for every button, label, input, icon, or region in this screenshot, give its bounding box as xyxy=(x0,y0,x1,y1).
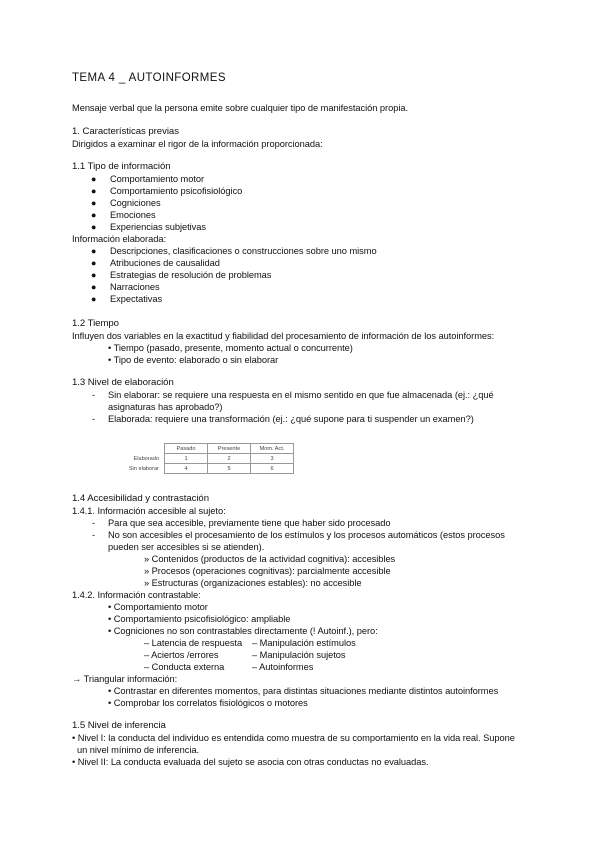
section-1-2-heading: 1.2 Tiempo xyxy=(72,318,119,329)
list-item: » Procesos (operaciones cognitivas): parcialmente accesible xyxy=(144,566,391,576)
list-item-continuation: asignaturas has aprobado?) xyxy=(108,402,223,412)
table-row-label: Elaborado xyxy=(133,455,159,462)
list-item: Comportamiento psicofisiológico xyxy=(110,186,243,196)
table-header: Mom. Act. xyxy=(251,444,294,454)
bullet-icon: ● xyxy=(91,282,97,292)
bullet-icon: ● xyxy=(91,246,97,256)
list-item: Experiencias subjetivas xyxy=(110,222,207,232)
list-item: Sin elaborar: se requiere una respuesta en el mismo sentido en que fue almacenada (ej.: ¿qué xyxy=(108,390,494,400)
list-item: • Nivel I: la conducta del individuo es entendida como muestra de su comportamiento en la vida real. Supone xyxy=(72,733,515,743)
table-header: Presente xyxy=(208,444,251,454)
subsection-1-4-2-heading: 1.4.2. Información contrastable: xyxy=(72,590,201,600)
list-item: – Manipulación sujetos xyxy=(252,650,346,660)
bullet-icon: ● xyxy=(91,210,97,220)
subsection-1-4-1-heading: 1.4.1. Información accesible al sujeto: xyxy=(72,506,226,516)
list-item: • Tipo de evento: elaborado o sin elaborar xyxy=(108,355,279,365)
list-item: Descripciones, clasificaciones o construcciones sobre uno mismo xyxy=(110,246,377,256)
dash-icon: - xyxy=(92,530,96,540)
list-item: » Estructuras (organizaciones estables): no accesible xyxy=(144,578,362,588)
bullet-icon: ● xyxy=(91,186,97,196)
list-item: • Comprobar los correlatos fisiológicos o motores xyxy=(108,698,308,708)
section-1-1-heading: 1.1 Tipo de información xyxy=(72,161,171,172)
table-cell: 6 xyxy=(251,464,294,474)
list-item: No son accesibles el procesamiento de los estímulos y los procesos automáticos (estos procesos xyxy=(108,530,505,540)
list-item: • Contrastar en diferentes momentos, para distintas situaciones mediante distintos autoinformes xyxy=(108,686,499,696)
list-item: • Cogniciones no son contrastables directamente (! Autoinf.), pero: xyxy=(108,626,378,636)
list-item: • Tiempo (pasado, presente, momento actual o concurrente) xyxy=(108,343,353,353)
dash-icon: - xyxy=(92,518,96,528)
table-row xyxy=(112,464,294,474)
section-1-4-heading: 1.4 Accesibilidad y contrastación xyxy=(72,493,210,504)
list-item: – Aciertos /errores xyxy=(144,650,219,660)
table-row xyxy=(112,454,294,464)
table-header-row xyxy=(112,444,294,454)
table-corner xyxy=(112,444,165,454)
bullet-icon: ● xyxy=(91,294,97,304)
bullet-icon: ● xyxy=(91,222,97,232)
list-item: • Comportamiento motor xyxy=(108,602,208,612)
list-item: Cogniciones xyxy=(110,198,161,208)
list-item: – Manipulación estímulos xyxy=(252,638,356,648)
list-item: – Conducta externa xyxy=(144,662,225,672)
section-1-heading: 1. Características previas xyxy=(72,126,179,137)
list-item: Emociones xyxy=(110,210,156,220)
table-cell: 3 xyxy=(251,454,294,464)
table-cell: 5 xyxy=(208,464,251,474)
triangulate-heading: → Triangular información: xyxy=(72,674,178,684)
table-cell: 1 xyxy=(165,454,208,464)
bullet-icon: ● xyxy=(91,270,97,280)
list-item: Narraciones xyxy=(110,282,160,292)
table-cell: 2 xyxy=(208,454,251,464)
list-item: Expectativas xyxy=(110,294,163,304)
list-item: • Nivel II: La conducta evaluada del sujeto se asocia con otras conductas no evaluadas. xyxy=(72,757,429,767)
list-item: Elaborada: requiere una transformación (ej.: ¿qué supone para ti suspender un examen?) xyxy=(108,414,474,424)
list-item: Para que sea accesible, previamente tiene que haber sido procesado xyxy=(108,518,391,528)
section-1-5-heading: 1.5 Nivel de inferencia xyxy=(72,720,166,731)
list-item: Comportamiento motor xyxy=(110,174,205,184)
bullet-icon: ● xyxy=(91,258,97,268)
section-1-text: Dirigidos a examinar el rigor de la información proporcionada: xyxy=(72,139,323,149)
list-item: – Autoinformes xyxy=(252,662,314,672)
time-elaboration-table xyxy=(112,443,294,474)
list-item: Estrategias de resolución de problemas xyxy=(110,270,272,280)
intro-text: Mensaje verbal que la persona emite sobre cualquier tipo de manifestación propia. xyxy=(72,103,409,113)
list-item-continuation: pueden ser accesibles si se atienden). xyxy=(108,542,265,552)
list-item: » Contenidos (productos de la actividad cognitiva): accesibles xyxy=(144,554,396,564)
list-item: • Comportamiento psicofisiológico: ampliable xyxy=(108,614,291,624)
elaborated-info-label: Información elaborada: xyxy=(72,234,166,244)
bullet-icon: ● xyxy=(91,198,97,208)
section-1-3-heading: 1.3 Nivel de elaboración xyxy=(72,377,174,388)
table-header: Pasado xyxy=(165,444,208,454)
list-item-continuation: un nivel mínimo de inferencia. xyxy=(77,745,200,755)
list-item: Atribuciones de causalidad xyxy=(110,258,220,268)
list-item: – Latencia de respuesta xyxy=(144,638,243,648)
bullet-icon: ● xyxy=(91,174,97,184)
table-row-label: Sin elaborar xyxy=(128,465,159,472)
section-1-2-text: Influyen dos variables en la exactitud y fiabilidad del procesamiento de información de los autoinformes: xyxy=(72,331,495,341)
table-cell: 4 xyxy=(165,464,208,474)
dash-icon: - xyxy=(92,414,96,424)
dash-icon: - xyxy=(92,390,96,400)
page-title: TEMA 4 _ AUTOINFORMES xyxy=(72,72,226,84)
